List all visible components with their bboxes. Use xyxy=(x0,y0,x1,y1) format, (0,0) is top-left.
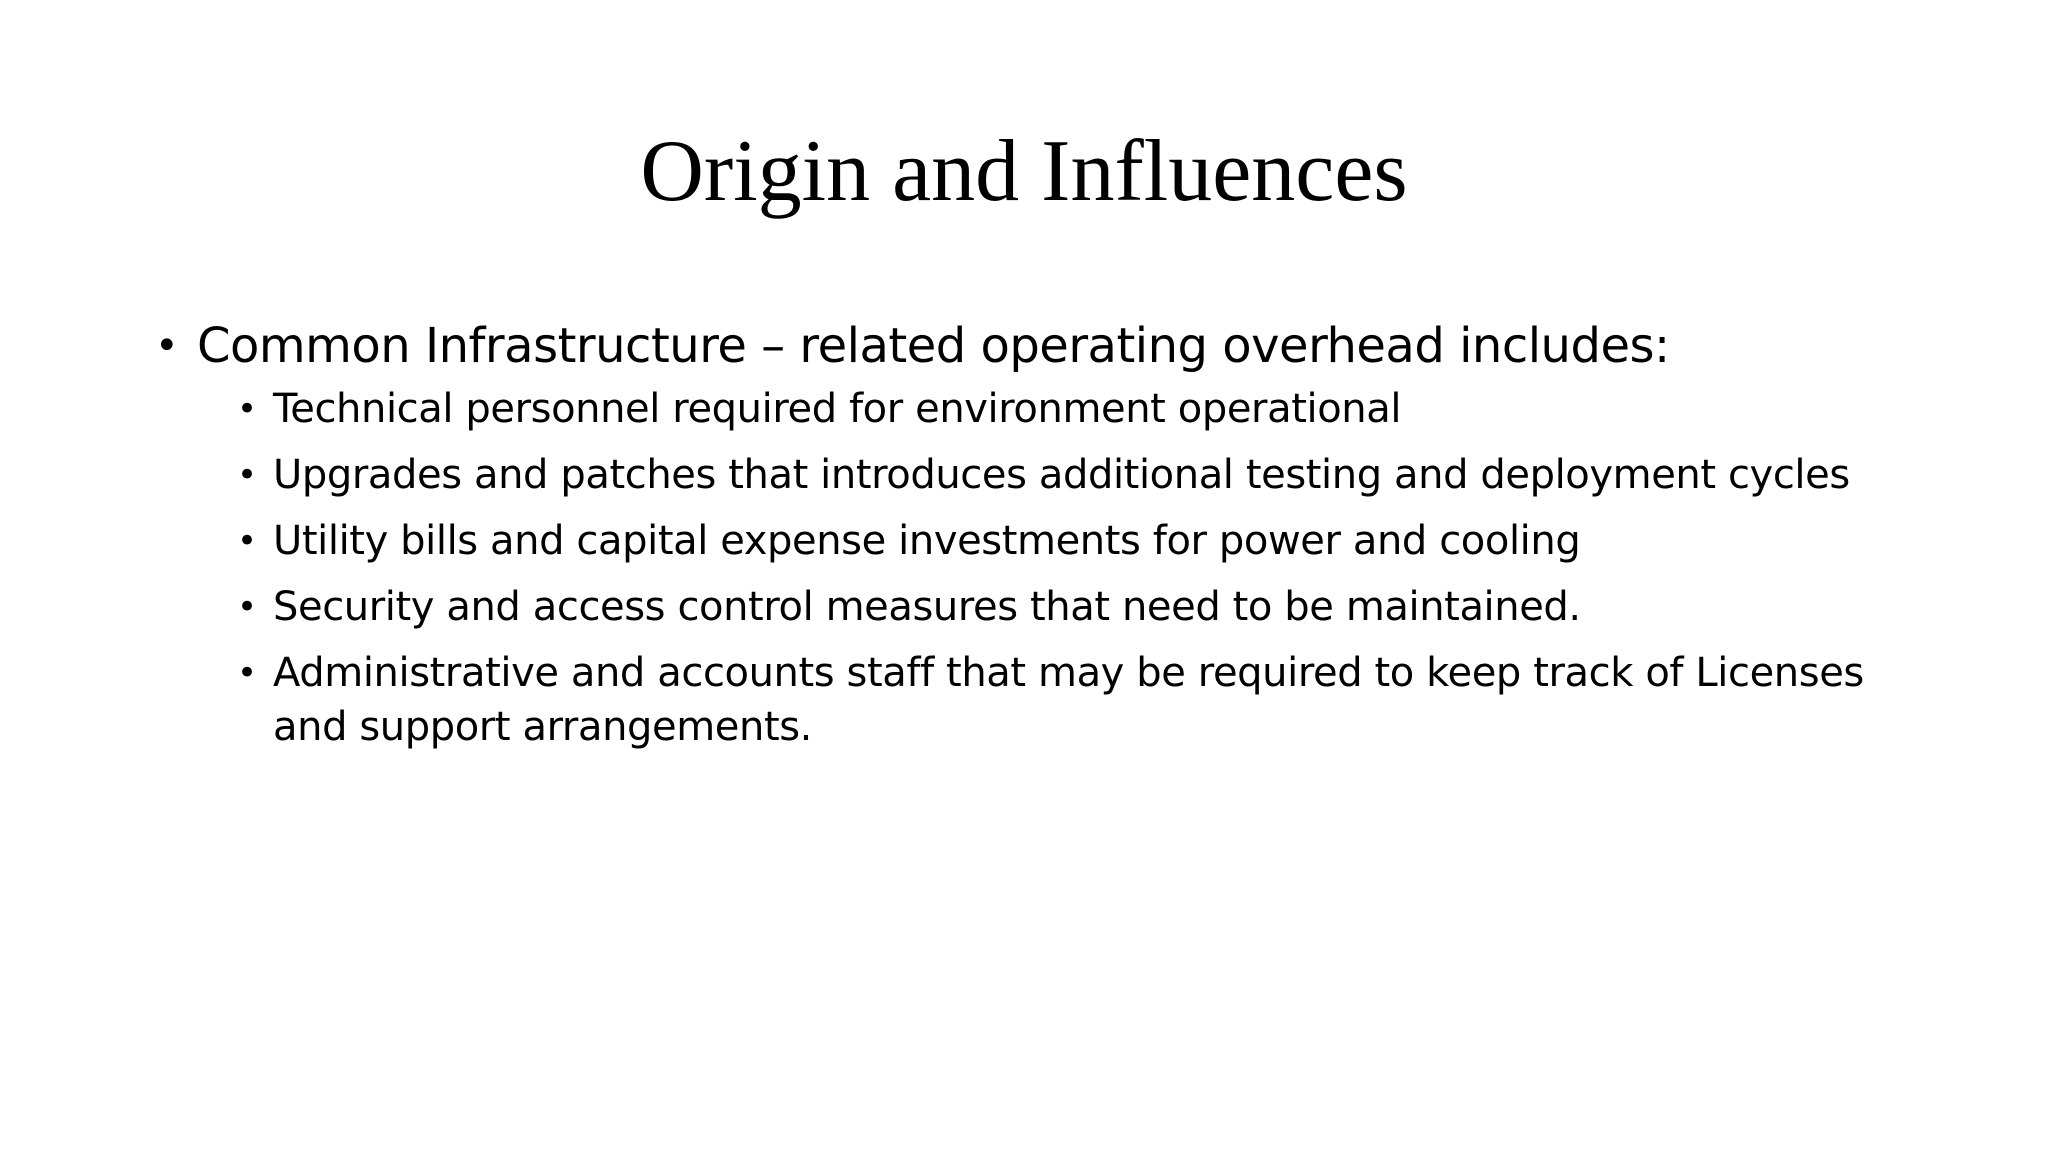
sub-bullet-list xyxy=(155,382,1875,754)
sub-bullet-item xyxy=(237,382,1875,436)
main-bullet-item xyxy=(155,314,1875,378)
bullet-icon: • xyxy=(237,389,257,429)
bullet-icon: • xyxy=(237,521,257,561)
sub-bullet-text: Upgrades and patches that introduces additional testing and deployment cycles xyxy=(273,452,1850,498)
bullet-icon: • xyxy=(155,323,179,369)
sub-bullet-item xyxy=(237,448,1875,502)
main-bullet-text: Common Infrastructure – related operating overhead includes: xyxy=(197,318,1670,374)
bullet-icon: • xyxy=(237,587,257,627)
sub-bullet-item xyxy=(237,580,1875,634)
sub-bullet-text: Administrative and accounts staff that may be required to keep track of Licenses and support arrangements. xyxy=(273,650,1864,750)
sub-bullet-item xyxy=(237,646,1875,754)
bullet-icon: • xyxy=(237,653,257,693)
sub-bullet-text: Security and access control measures that need to be maintained. xyxy=(273,584,1581,630)
slide-content xyxy=(155,314,1875,766)
sub-bullet-item xyxy=(237,514,1875,568)
sub-bullet-text: Utility bills and capital expense investments for power and cooling xyxy=(273,518,1581,564)
bullet-icon: • xyxy=(237,455,257,495)
sub-bullet-text: Technical personnel required for environment operational xyxy=(273,386,1402,432)
slide-title: Origin and Influences xyxy=(640,123,1408,220)
